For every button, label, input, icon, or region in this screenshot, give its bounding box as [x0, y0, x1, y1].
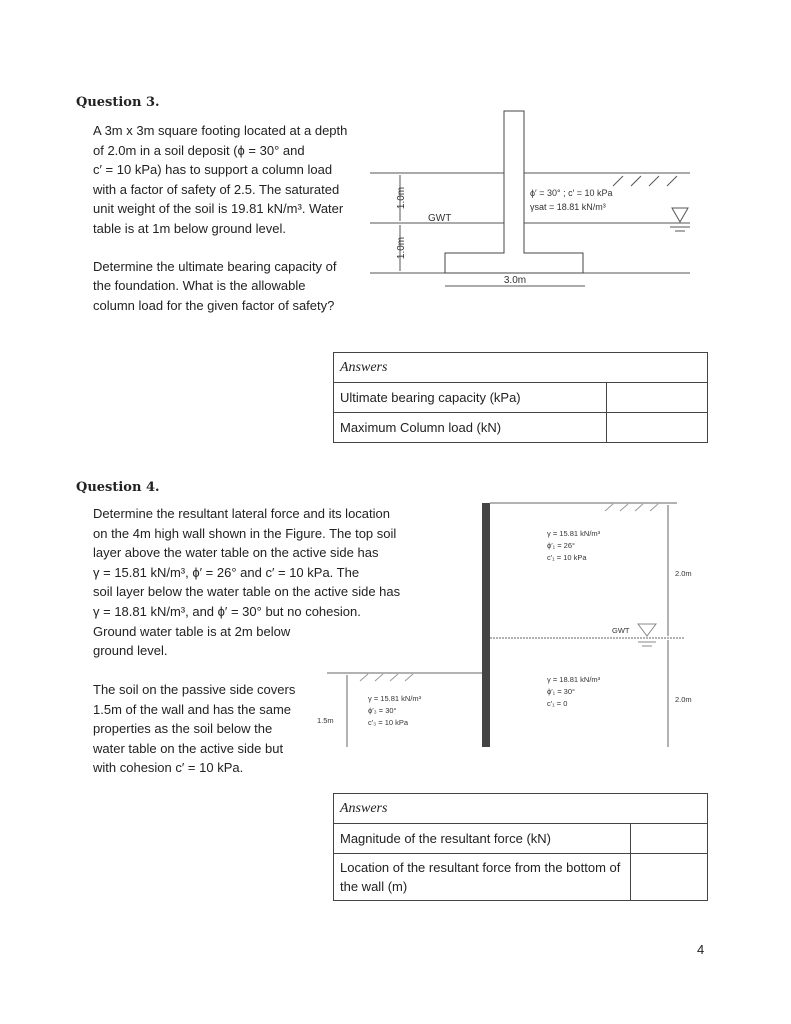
soil-props: c′₁ = 0 — [547, 699, 568, 708]
soil-props: ϕ′ = 30° ; c′ = 10 kPa — [530, 188, 613, 198]
text-line: γ = 15.81 kN/m³, ϕ′ = 26° and c′ = 10 kPa. The — [93, 564, 360, 580]
text-line: with cohesion c′ = 10 kPa. — [93, 760, 244, 776]
text-line: c′ = 10 kPa) has to support a column load — [93, 162, 333, 178]
gwt-label: GWT — [612, 626, 630, 635]
text-line: table is at 1m below ground level. — [93, 220, 286, 236]
text-line: with a factor of safety of 2.5. The saturated — [93, 181, 340, 197]
text-line: the foundation. What is the allowable — [93, 278, 306, 294]
text-line: properties as the soil below the — [93, 721, 273, 737]
answer-cell[interactable] — [607, 413, 708, 443]
text-line: unit weight of the soil is 19.81 kN/m³. Water — [93, 201, 344, 217]
text-line: of 2.0m in a soil deposit (ϕ = 30° and — [93, 142, 305, 158]
soil-props: γ = 18.81 kN/m³ — [547, 675, 601, 684]
text-line: Determine the ultimate bearing capacity of — [93, 258, 337, 274]
soil-props: ϕ′₁ = 26° — [547, 541, 576, 550]
text-line: water table on the active side but — [93, 740, 284, 756]
table-header: Answers — [334, 353, 708, 383]
text-line: Determine the resultant lateral force and its location — [93, 506, 390, 521]
question-4-passive-text — [93, 680, 308, 778]
text-line: column load for the given factor of safety? — [93, 297, 335, 313]
text-line: The soil on the passive side covers — [93, 682, 296, 697]
text-line: soil layer below the water table on the active side has — [93, 584, 401, 600]
dim-label: 1.0m — [396, 186, 407, 210]
footing-diagram — [360, 100, 695, 300]
gwt-label: GWT — [428, 213, 452, 224]
soil-props: γ = 15.81 kN/m³ — [368, 694, 422, 703]
text-line: A 3m x 3m square footing located at a depth — [93, 123, 348, 138]
dim-label: 1.0m — [396, 236, 407, 260]
soil-props: γsat = 18.81 kN/m³ — [530, 202, 606, 212]
table-header: Answers — [334, 794, 708, 824]
table-row-label: Maximum Column load (kN) — [334, 413, 607, 443]
table-row-label: Magnitude of the resultant force (kN) — [334, 824, 631, 854]
soil-props: ϕ′₃ = 30° — [368, 706, 397, 715]
text-line: 1.5m of the wall and has the same — [93, 701, 292, 717]
page-number: 4 — [697, 942, 705, 957]
text-line: ground level. — [93, 643, 168, 659]
text-line: Ground water table is at 2m below — [93, 623, 291, 639]
question-3-title: Question 3. — [76, 95, 160, 110]
text-line: γ = 18.81 kN/m³, and ϕ′ = 30° but no cohesion. — [93, 603, 361, 619]
text-line: on the 4m high wall shown in the Figure. The top soil — [93, 525, 397, 541]
table-row-label: Location of the resultant force from the bottom of the wall (m) — [334, 854, 631, 901]
soil-props: ϕ′₁ = 30° — [547, 687, 576, 696]
dim-label: 2.0m — [675, 569, 692, 578]
answers-table-q3 — [333, 352, 708, 443]
soil-props: c′₁ = 10 kPa — [547, 553, 587, 562]
width-label: 3.0m — [503, 275, 527, 286]
text-line: layer above the water table on the active side has — [93, 545, 379, 561]
dim-label: 1.5m — [317, 716, 334, 725]
table-row-label: Ultimate bearing capacity (kPa) — [334, 383, 607, 413]
question-3-statement — [93, 121, 359, 315]
soil-props: γ = 15.81 kN/m³ — [547, 529, 601, 538]
answer-cell[interactable] — [631, 854, 708, 901]
answer-cell[interactable] — [607, 383, 708, 413]
question-4-title: Question 4. — [76, 480, 160, 495]
soil-props: c′₃ = 10 kPa — [368, 718, 409, 727]
retaining-wall-diagram — [317, 490, 695, 765]
answers-table-q4 — [333, 793, 708, 901]
dim-label: 2.0m — [675, 695, 692, 704]
answer-cell[interactable] — [631, 824, 708, 854]
